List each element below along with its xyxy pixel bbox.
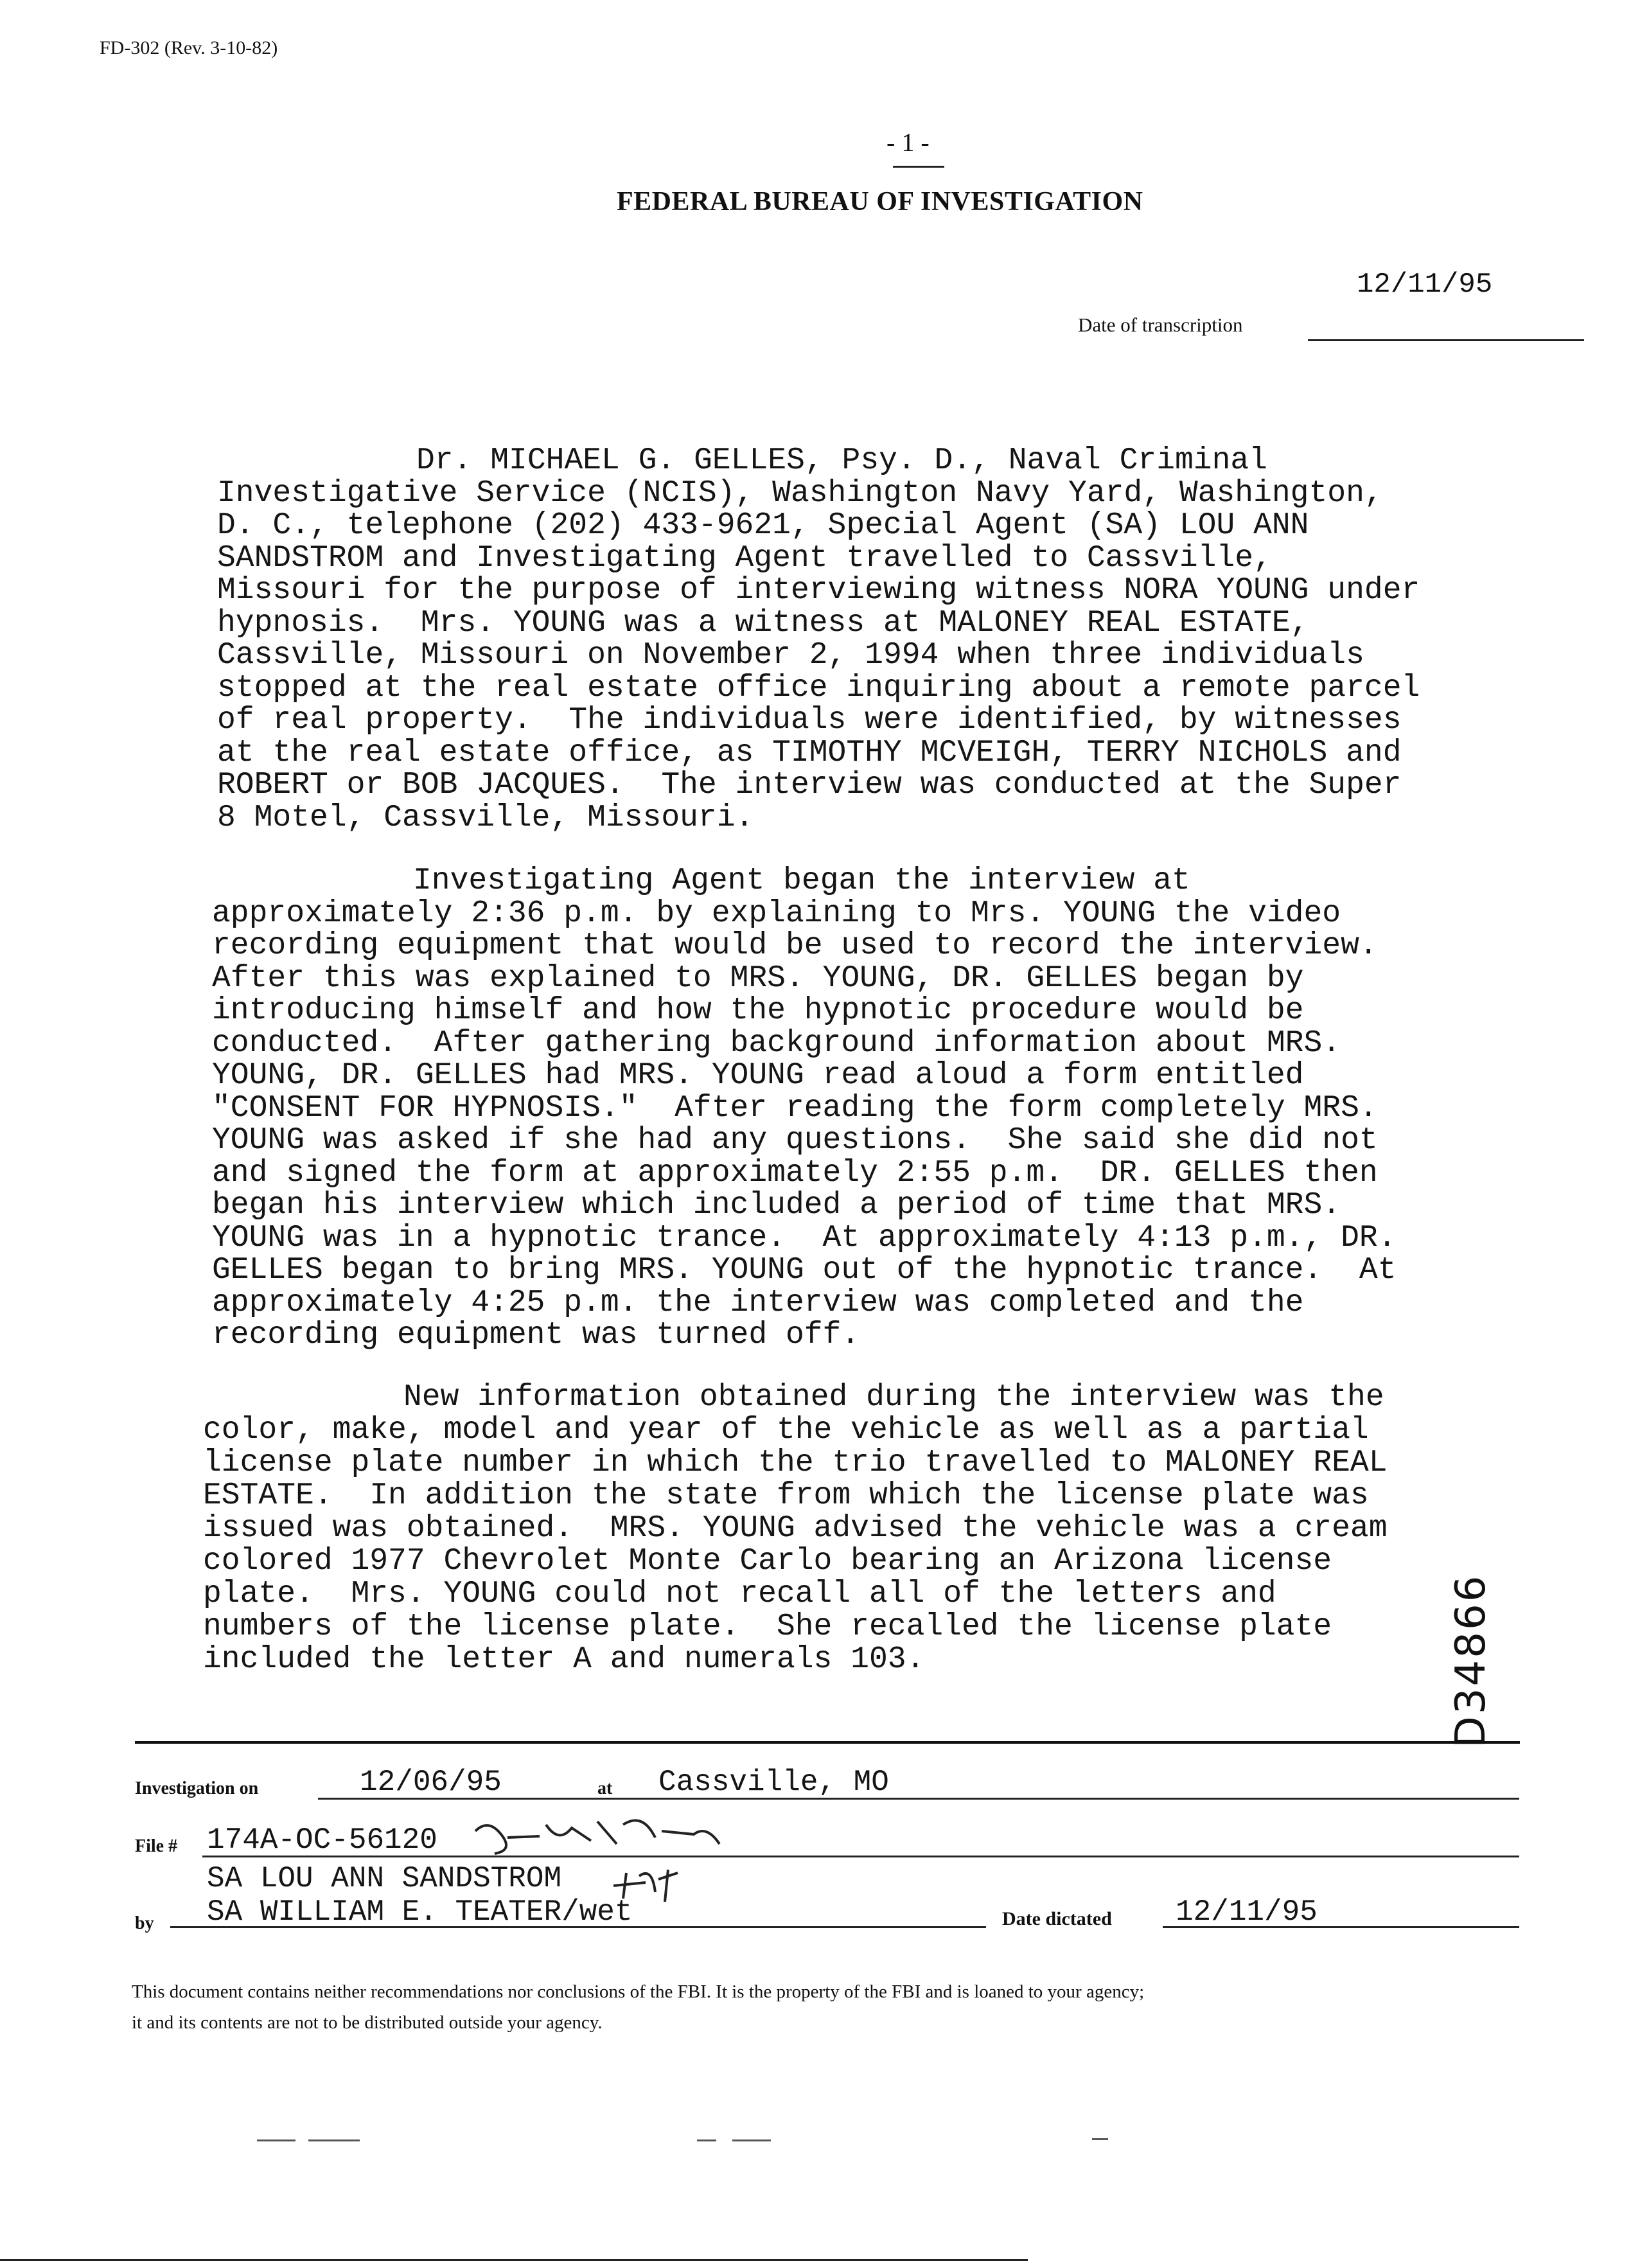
scan-mark bbox=[257, 2140, 295, 2141]
body-line: introducing himself and how the hypnotic procedure would be bbox=[212, 993, 1304, 1028]
body-line: Missouri for the purpose of interviewing witness NORA YOUNG under bbox=[217, 573, 1420, 608]
body-line: Investigating Agent began the interview at bbox=[413, 864, 1190, 898]
by-label: by bbox=[135, 1913, 154, 1933]
date-dictated: 12/11/95 bbox=[1176, 1895, 1318, 1929]
handwritten-file-annotation bbox=[463, 1805, 745, 1863]
disclaimer-line-1: This document contains neither recommendations nor conclusions of the FBI. It is the property of the FBI and is loaned to your agency; bbox=[132, 1981, 1145, 2002]
document-number-stamp bbox=[1445, 1568, 1497, 1754]
body-line: at the real estate office, as TIMOTHY MCVEIGH, TERRY NICHOLS and bbox=[217, 735, 1402, 770]
disclaimer bbox=[132, 1976, 1144, 2038]
date-dictated-label: Date dictated bbox=[1002, 1908, 1112, 1929]
body-line: Investigative Service (NCIS), Washington Navy Yard, Washington, bbox=[217, 475, 1383, 511]
agency-title: FEDERAL BUREAU OF INVESTIGATION bbox=[617, 187, 1143, 217]
body-line: and signed the form at approximately 2:55 p.m. DR. GELLES then bbox=[212, 1155, 1378, 1191]
body-line: recording equipment that would be used to record the interview. bbox=[212, 928, 1378, 963]
body-line: issued was obtained. MRS. YOUNG advised the vehicle was a cream bbox=[203, 1511, 1388, 1546]
body-line: license plate number in which the trio travelled to MALONEY REAL bbox=[203, 1446, 1388, 1480]
at-label: at bbox=[597, 1778, 613, 1798]
date-dictated-rule bbox=[1163, 1926, 1519, 1928]
body-line: conducted. After gathering background information about MRS. bbox=[212, 1025, 1341, 1061]
body-line: Dr. MICHAEL G. GELLES, Psy. D., Naval Criminal bbox=[416, 443, 1268, 478]
scan-mark bbox=[1092, 2138, 1108, 2140]
body-line: approximately 2:36 p.m. by explaining to Mrs. YOUNG the video bbox=[212, 896, 1341, 931]
body-line: color, make, model and year of the vehicle as well as a partial bbox=[203, 1413, 1369, 1448]
agent-2: SA WILLIAM E. TEATER/wet bbox=[207, 1895, 633, 1929]
body-line: SANDSTROM and Investigating Agent travelled to Cassville, bbox=[217, 540, 1272, 576]
body-line: numbers of the license plate. She recalled the license plate bbox=[203, 1609, 1332, 1644]
body-line: New information obtained during the interview was the bbox=[403, 1380, 1384, 1415]
scan-mark bbox=[732, 2140, 771, 2141]
body-line: Cassville, Missouri on November 2, 1994 when three individuals bbox=[217, 638, 1364, 673]
investigation-rule bbox=[318, 1798, 1519, 1800]
page-number-underline bbox=[893, 166, 944, 168]
page-number: - 1 - bbox=[886, 128, 930, 157]
body-line: After this was explained to MRS. YOUNG, DR. GELLES began by bbox=[212, 961, 1304, 996]
by-rule bbox=[170, 1926, 986, 1928]
body-line: began his interview which included a period of time that MRS. bbox=[212, 1188, 1341, 1223]
scan-mark bbox=[697, 2140, 716, 2141]
transcription-date-label: Date of transcription bbox=[1078, 314, 1243, 336]
transcription-date-rule bbox=[1308, 339, 1584, 341]
body-line: YOUNG was in a hypnotic trance. At approximately 4:13 p.m., DR. bbox=[212, 1220, 1397, 1255]
body-line: included the letter A and numerals 103. bbox=[203, 1642, 925, 1677]
agent-1: SA LOU ANN SANDSTROM bbox=[207, 1862, 562, 1895]
body-line: YOUNG was asked if she had any questions. She said she did not bbox=[212, 1123, 1378, 1158]
investigation-date: 12/06/95 bbox=[360, 1766, 502, 1799]
body-line: plate. Mrs. YOUNG could not recall all of the letters and bbox=[203, 1577, 1276, 1611]
body-line: 8 Motel, Cassville, Missouri. bbox=[217, 800, 754, 835]
body-line: stopped at the real estate office inquiring about a remote parcel bbox=[217, 670, 1420, 705]
transcription-date: 12/11/95 bbox=[1357, 269, 1493, 301]
body-line: recording equipment was turned off. bbox=[212, 1318, 860, 1352]
file-number-rule bbox=[202, 1856, 1519, 1857]
file-number-label: File # bbox=[135, 1836, 178, 1856]
body-line: colored 1977 Chevrolet Monte Carlo bearing an Arizona license bbox=[203, 1544, 1332, 1579]
body-line: YOUNG, DR. GELLES had MRS. YOUNG read aloud a form entitled bbox=[212, 1058, 1304, 1093]
body-line: ROBERT or BOB JACQUES. The interview was conducted at the Super bbox=[217, 768, 1402, 802]
footer-divider bbox=[135, 1741, 1520, 1744]
body-line: hypnosis. Mrs. YOUNG was a witness at MALONEY REAL ESTATE, bbox=[217, 605, 1309, 641]
bottom-edge-rule bbox=[0, 2259, 1028, 2261]
file-number: 174A-OC-56120 bbox=[207, 1823, 437, 1857]
body-line: D. C., telephone (202) 433-9621, Special Agent (SA) LOU ANN bbox=[217, 508, 1309, 543]
body-line: "CONSENT FOR HYPNOSIS." After reading the form completely MRS. bbox=[212, 1090, 1378, 1126]
body-line: GELLES began to bring MRS. YOUNG out of the hypnotic trance. At bbox=[212, 1253, 1397, 1288]
document-number: D34866 bbox=[1447, 1573, 1495, 1748]
body-line: approximately 4:25 p.m. the interview was completed and the bbox=[212, 1285, 1304, 1320]
disclaimer-line-2: it and its contents are not to be distributed outside your agency. bbox=[132, 2012, 603, 2033]
body-line: ESTATE. In addition the state from which the license plate was bbox=[203, 1478, 1369, 1513]
investigation-location: Cassville, MO bbox=[658, 1766, 889, 1799]
scan-mark bbox=[308, 2140, 360, 2141]
investigation-on-label: Investigation on bbox=[135, 1778, 259, 1798]
body-line: of real property. The individuals were identified, by witnesses bbox=[217, 703, 1402, 738]
form-id: FD-302 (Rev. 3-10-82) bbox=[100, 37, 278, 58]
